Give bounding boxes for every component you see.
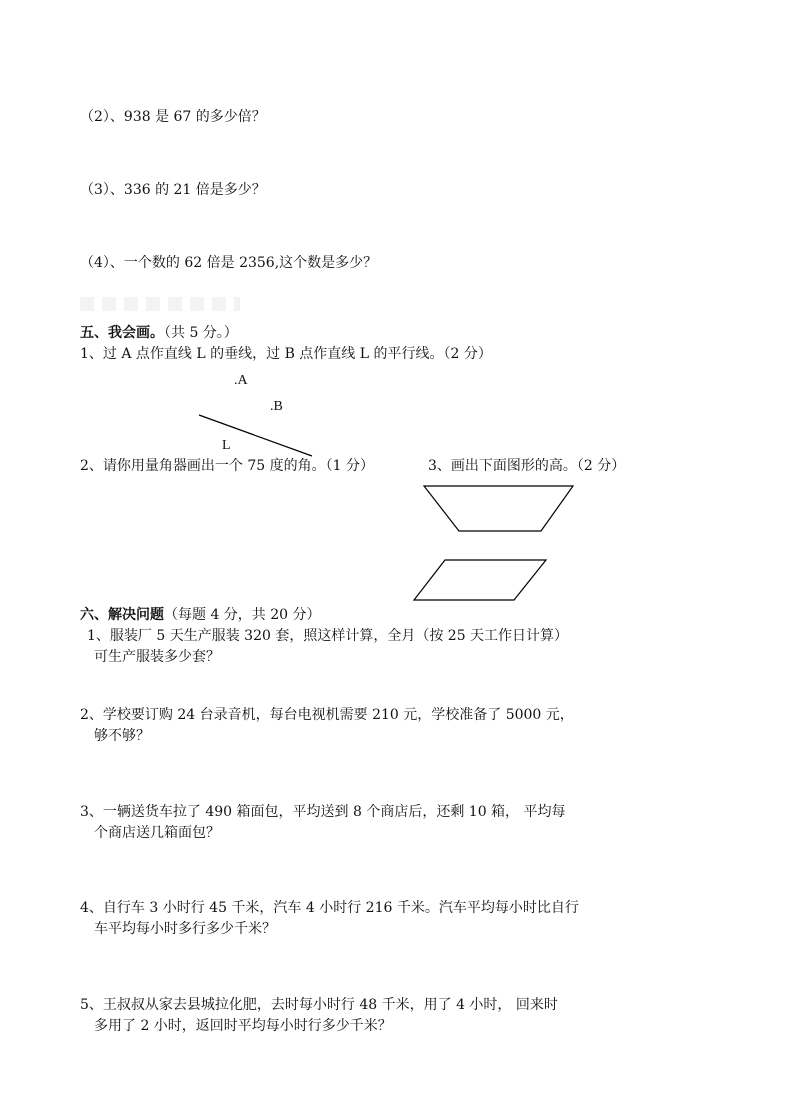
section5-score-note: （共 5 分。） [164,325,238,341]
problem-1-line2: 可生产服装多少套？ [94,649,220,665]
parallelogram-shape [414,560,546,600]
point-a-label: .A [234,373,248,388]
line-l-label: L [222,438,231,453]
section5-title: 五、我会画。 [80,325,164,341]
question-2-text: （2）、938 是 67 的多少倍？ [80,109,266,125]
section5-q2-text: 2、请你用量角器画出一个 75 度的角。（1 分） [80,458,374,474]
section5-q1-text: 1、过 A 点作直线 L 的垂线，过 B 点作直线 L 的平行线。（2 分） [80,346,492,362]
problem-3-line2: 个商店送几箱面包？ [94,825,220,841]
problem-2-line1: 2、学校要订购 24 台录音机，每台电视机需要 210 元，学校准备了 5000 元， [80,707,574,723]
section6-title: 六、解决问题 [80,607,164,623]
trapezoid-shape [424,486,573,531]
problem-3-line1: 3、一辆送货车拉了 490 箱面包，平均送到 8 个商店后，还剩 10 箱， 平均每 [80,804,566,820]
problem-5-line2: 多用了 2 小时，返回时平均每小时行多少千米？ [94,1018,392,1034]
point-b-label: .B [270,399,283,414]
section5-q3-text: 3、画出下面图形的高。（2 分） [428,458,626,474]
section6-heading [80,606,321,624]
problem-4-line1: 4、自行车 3 小时行 45 千米，汽车 4 小时行 216 千米。汽车平均每小时比自行 [80,900,579,916]
problem-4-line2: 车平均每小时多行多少千米？ [94,921,276,937]
question-3-text: （3）、336 的 21 倍是多少？ [80,182,266,198]
problem-5-line1: 5、王叔叔从家去县城拉化肥，去时每小时行 48 千米，用了 4 小时， 回来时 [80,997,558,1013]
question-4-text: （4）、一个数的 62 倍是 2356,这个数是多少？ [80,255,378,271]
line-l [199,415,312,456]
problem-2-line2: 够不够？ [94,728,150,744]
section6-score-note: （每题 4 分，共 20 分） [164,607,321,623]
problem-1-line1: 1、服装厂 5 天生产服装 320 套，照这样计算，全月（按 25 天工作日计算） [87,628,569,644]
